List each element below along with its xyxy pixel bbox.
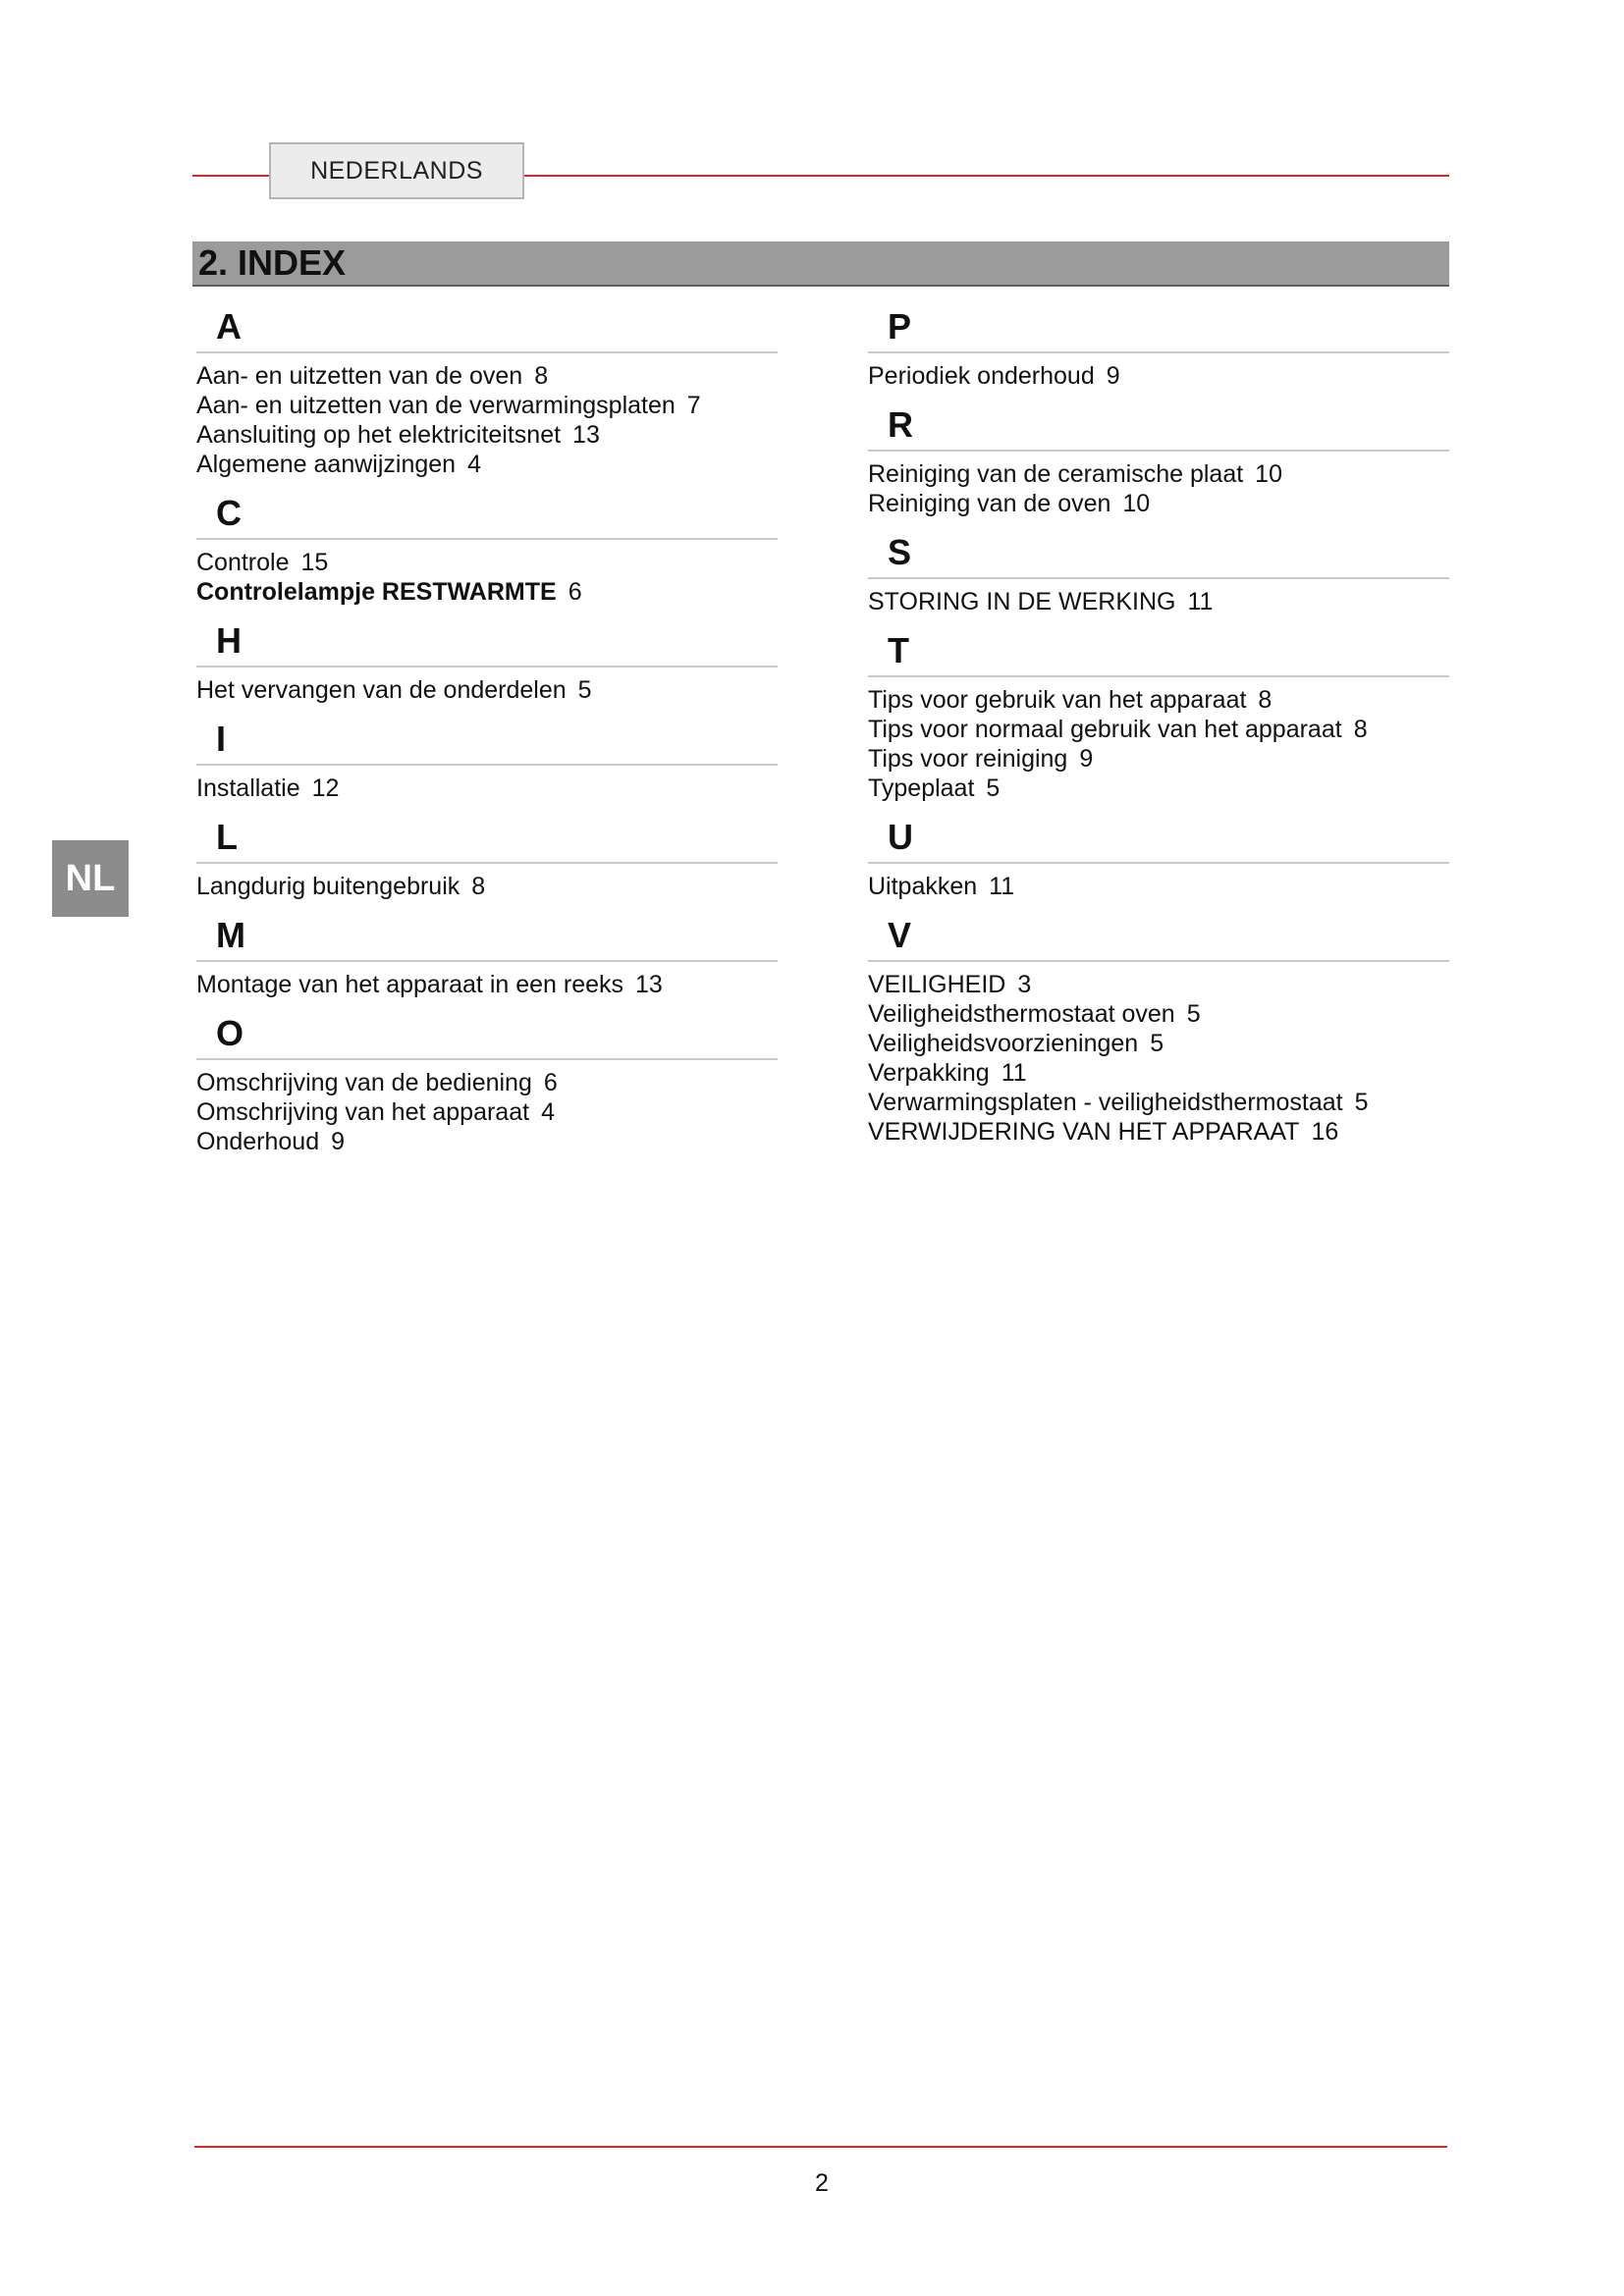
index-letter-heading: U <box>868 811 1449 864</box>
index-entry <box>196 1127 778 1156</box>
index-entry-text: Reiniging van de ceramische plaat <box>868 460 1244 488</box>
index-entry <box>868 361 1449 391</box>
index-entry-page: 8 <box>471 873 486 900</box>
index-entry-text: VEILIGHEID <box>868 971 1006 998</box>
index-entry-text: Verpakking <box>868 1059 990 1087</box>
index-group <box>196 909 778 999</box>
language-side-tab: NL <box>52 840 129 917</box>
index-group <box>868 300 1449 391</box>
index-entry-text: Tips voor reiniging <box>868 745 1068 773</box>
index-entry <box>196 577 778 607</box>
index-entry-page: 5 <box>577 676 592 704</box>
index-group <box>196 811 778 901</box>
index-entry <box>196 548 778 577</box>
index-entry <box>868 1029 1449 1058</box>
footer-rule <box>194 2146 1447 2148</box>
language-tab: NEDERLANDS <box>269 142 524 199</box>
index-entry-page: 4 <box>467 451 481 478</box>
index-entry-text: Controle <box>196 549 290 576</box>
index-entry-text: Periodiek onderhoud <box>868 362 1095 390</box>
index-entry-page: 3 <box>1017 971 1032 998</box>
index-letter-heading: T <box>868 624 1449 677</box>
index-entry-page: 8 <box>534 362 549 390</box>
index-entry-page: 10 <box>1255 460 1282 488</box>
index-entry-text: Typeplaat <box>868 774 975 802</box>
index-group <box>196 1007 778 1156</box>
index-entry <box>196 450 778 479</box>
index-entry-page: 9 <box>331 1128 346 1155</box>
index-entry-page: 10 <box>1122 490 1151 517</box>
index-entry <box>196 391 778 420</box>
section-title: 2. INDEX <box>192 241 1449 287</box>
index-entry-text: Aansluiting op het elektriciteitsnet <box>196 421 562 449</box>
index-entry-page: 16 <box>1311 1118 1339 1146</box>
index-entry-page: 4 <box>541 1098 555 1126</box>
index-entry-text: STORING IN DE WERKING <box>868 588 1176 615</box>
index-entry-page: 13 <box>635 971 663 998</box>
index-letter-heading: L <box>196 811 778 864</box>
index-group <box>196 614 778 705</box>
index-group <box>868 624 1449 803</box>
index-entry-text: VERWIJDERING VAN HET APPARAAT <box>868 1118 1300 1146</box>
index-entry-page: 8 <box>1258 686 1272 714</box>
index-entry-text: Het vervangen van de onderdelen <box>196 676 567 704</box>
index-entry-page: 11 <box>989 873 1015 900</box>
index-entry <box>868 970 1449 999</box>
index-entry-text: Algemene aanwijzingen <box>196 451 457 478</box>
index-entry-page: 9 <box>1079 745 1094 773</box>
index-entry-page: 7 <box>686 392 701 419</box>
index-entry <box>196 361 778 391</box>
index-group <box>868 526 1449 616</box>
index-letter-heading: M <box>196 909 778 962</box>
index-entry-text: Uitpakken <box>868 873 978 900</box>
index-entry <box>196 1068 778 1097</box>
index-entry-page: 11 <box>1001 1059 1027 1087</box>
index-entry-text: Tips voor gebruik van het apparaat <box>868 686 1247 714</box>
index-group <box>868 399 1449 518</box>
index-entry <box>868 1058 1449 1088</box>
index-letter-heading: O <box>196 1007 778 1060</box>
index-entry-text: Onderhoud <box>196 1128 320 1155</box>
index-entry <box>196 675 778 705</box>
index-entry <box>868 1088 1449 1117</box>
index-group <box>868 811 1449 901</box>
index-column-left <box>196 300 778 1164</box>
index-entry-page: 15 <box>300 549 329 576</box>
index-entry-text: Aan- en uitzetten van de oven <box>196 362 523 390</box>
index-entry-page: 8 <box>1353 716 1368 743</box>
index-group <box>868 909 1449 1147</box>
index-entry-page: 9 <box>1106 362 1120 390</box>
index-entry <box>868 872 1449 901</box>
index-letter-heading: P <box>868 300 1449 353</box>
index-letter-heading: H <box>196 614 778 667</box>
index-entry-page: 5 <box>1354 1089 1369 1116</box>
index-entry <box>868 715 1449 744</box>
index-entry-page: 13 <box>572 421 600 449</box>
index-entry-text: Installatie <box>196 774 300 802</box>
index-entry-text: Controlelampje RESTWARMTE <box>196 578 557 606</box>
index-entry-text: Reiniging van de oven <box>868 490 1111 517</box>
index-entry <box>868 999 1449 1029</box>
index-entry <box>868 489 1449 518</box>
index-entry <box>196 1097 778 1127</box>
index-entry-page: 5 <box>1150 1030 1164 1057</box>
index-letter-heading: A <box>196 300 778 353</box>
index-group <box>196 300 778 479</box>
index-entry-text: Aan- en uitzetten van de verwarmingsplaten <box>196 392 676 419</box>
index-column-right <box>868 300 1449 1154</box>
index-group <box>196 487 778 607</box>
index-entry-page: 6 <box>543 1069 558 1096</box>
index-letter-heading: V <box>868 909 1449 962</box>
index-entry <box>868 459 1449 489</box>
index-letter-heading: C <box>196 487 778 540</box>
index-entry <box>196 970 778 999</box>
index-entry-page: 6 <box>568 578 582 606</box>
index-entry-page: 5 <box>986 774 1001 802</box>
index-entry-page: 5 <box>1186 1000 1201 1028</box>
index-letter-heading: I <box>196 713 778 766</box>
index-entry <box>868 744 1449 774</box>
index-entry-text: Omschrijving van het apparaat <box>196 1098 530 1126</box>
index-group <box>196 713 778 803</box>
index-entry-text: Veiligheidsvoorzieningen <box>868 1030 1139 1057</box>
index-entry-text: Tips voor normaal gebruik van het apparaat <box>868 716 1342 743</box>
index-entry <box>868 685 1449 715</box>
index-entry-text: Langdurig buitengebruik <box>196 873 460 900</box>
index-entry-text: Montage van het apparaat in een reeks <box>196 971 624 998</box>
index-entry <box>868 774 1449 803</box>
index-letter-heading: R <box>868 399 1449 452</box>
index-entry-page: 11 <box>1187 588 1214 615</box>
index-entry <box>196 420 778 450</box>
index-letter-heading: S <box>868 526 1449 579</box>
index-entry-text: Omschrijving van de bediening <box>196 1069 532 1096</box>
index-entry <box>196 774 778 803</box>
page-number: 2 <box>815 2169 829 2197</box>
index-entry-text: Verwarmingsplaten - veiligheidsthermostaat <box>868 1089 1343 1116</box>
index-entry-text: Veiligheidsthermostaat oven <box>868 1000 1175 1028</box>
index-entry <box>868 587 1449 616</box>
index-entry-page: 12 <box>311 774 340 802</box>
index-entry <box>196 872 778 901</box>
index-entry <box>868 1117 1449 1147</box>
